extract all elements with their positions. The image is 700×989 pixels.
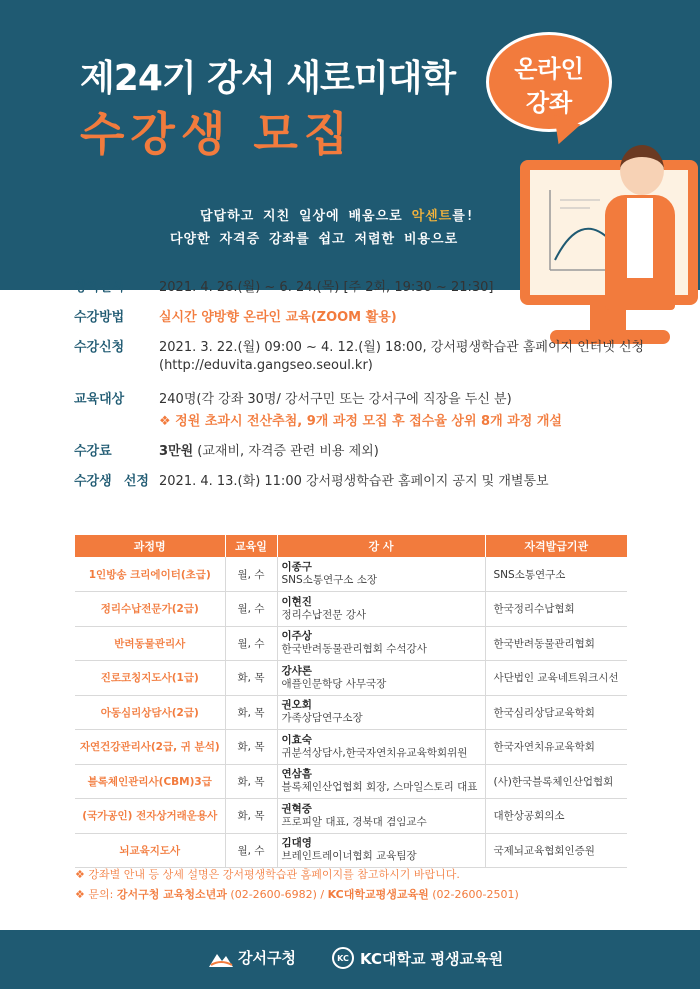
course-days: 월, 수	[225, 557, 277, 592]
bubble-line-2: 강좌	[525, 89, 573, 117]
method-value: 실시간 양방향 온라인 교육(ZOOM 활용)	[159, 310, 397, 325]
instructor-name: 이효숙	[281, 733, 312, 746]
target-note: ❖ 정원 초과시 전산추첨, 9개 과정 모집 후 접수율 상위 8개 과정 개설	[159, 414, 562, 429]
course-name: 1인방송 크리에이터(초급)	[75, 557, 225, 592]
fee-label: 수강료	[74, 444, 112, 459]
footer-bar	[0, 930, 700, 989]
course-days: 화, 목	[225, 799, 277, 834]
instructor-name: 김대영	[281, 837, 312, 850]
instructor-cell	[277, 695, 485, 730]
gangseo-logo-text: 강서구청	[238, 949, 296, 967]
online-speech-bubble	[486, 32, 612, 132]
title-line-1: 제24기 강서 새로미대학	[80, 58, 456, 99]
tagline-1: 답답하고 지친 일상에 배움으로 악센트를!	[200, 209, 475, 224]
target-label: 교육대상	[74, 392, 125, 407]
bubble-line-1: 온라인	[514, 55, 584, 83]
instructor-name: 권혁중	[281, 802, 312, 815]
issuer: 국제뇌교육협회인증원	[485, 833, 627, 868]
table-row	[75, 557, 627, 592]
method-label: 수강방법	[74, 310, 125, 325]
table-row	[75, 695, 627, 730]
instructor-name: 이종구	[281, 561, 312, 573]
issuer: (사)한국블록체인산업협회	[485, 764, 627, 799]
course-name: (국가공인) 전자상거래운용사	[75, 799, 225, 834]
issuer: 사단법인 교육네트워크시선	[485, 661, 627, 696]
select-value: 2021. 4. 13.(화) 11:00 강서평생학습관 홈페이지 공지 및 개별통보	[159, 474, 549, 489]
instructor-cell	[277, 764, 485, 799]
instructor-cell	[277, 730, 485, 765]
issuer: 한국심리상담교육학회	[485, 695, 627, 730]
title-line-2: 수강생 모집	[80, 107, 355, 161]
course-days: 화, 목	[225, 695, 277, 730]
apply-label: 수강신청	[74, 340, 125, 355]
select-label: 수강생 선정	[74, 474, 149, 489]
issuer: 한국반려동물관리협회	[485, 626, 627, 661]
table-row	[75, 592, 627, 627]
schedule-value: 2021. 4. 26.(월) ~ 6. 24.(목) [주 2회, 19:30 ~ 21:30]	[159, 280, 494, 295]
instructor-desc: 가족상담연구소장	[281, 712, 363, 725]
header-instructor: 강 사	[277, 535, 485, 557]
table-header-row	[75, 535, 627, 557]
schedule-label: 강의일시	[74, 280, 125, 295]
course-name: 뇌교육지도사	[75, 833, 225, 868]
kc-university-logo	[332, 947, 503, 969]
header-days: 교육일	[225, 535, 277, 557]
kc-emblem-icon: KC	[332, 947, 354, 969]
instructor-desc: 한국반려동물관리협회 수석강사	[281, 643, 427, 656]
instructor-desc: 브레인트레이너협회 교육팀장	[281, 850, 417, 863]
course-name: 아동심리상담사(2급)	[75, 695, 225, 730]
table-row	[75, 626, 627, 661]
instructor-cell	[277, 557, 485, 592]
table-row	[75, 764, 627, 799]
instructor-name: 이주상	[281, 630, 312, 643]
course-days: 화, 목	[225, 661, 277, 696]
instructor-cell	[277, 799, 485, 834]
course-table	[75, 535, 627, 868]
contact-2: KC대학교평생교육원	[327, 888, 429, 901]
header-course: 과정명	[75, 535, 225, 557]
fee-value: 3만원 (교재비, 자격증 관련 비용 제외)	[159, 444, 379, 459]
instructor-desc: SNS소통연구소 소장	[281, 574, 378, 586]
table-row	[75, 799, 627, 834]
instructor-desc: 프로피알 대표, 경북대 겸임교수	[281, 815, 427, 828]
apply-url: (http://eduvita.gangseo.seoul.kr)	[159, 358, 373, 373]
target-value: 240명(각 강좌 30명/ 강서구민 또는 강서구에 직장을 두신 분)	[159, 392, 512, 407]
instructor-cell	[277, 661, 485, 696]
table-row	[75, 730, 627, 765]
instructor-desc: 애플인문학당 사무국장	[281, 677, 387, 690]
course-name: 블록체인관리사(CBM)3급	[75, 764, 225, 799]
instructor-name: 강샤론	[281, 664, 312, 677]
footnote-detail: ❖ 강좌별 안내 등 상세 설명은 강서평생학습관 홈페이지를 참고하시기 바랍니다.	[75, 868, 460, 881]
contact-1: 강서구청 교육청소년과	[116, 888, 227, 901]
course-days: 월, 수	[225, 626, 277, 661]
apply-value: 2021. 3. 22.(월) 09:00 ~ 4. 12.(월) 18:00, 강서평생학습관 홈페이지 인터넷 신청	[159, 340, 645, 355]
issuer: 한국정리수납협회	[485, 592, 627, 627]
kc-logo-text: KC대학교 평생교육원	[360, 949, 504, 968]
instructor-cell	[277, 626, 485, 661]
course-name: 정리수납전문가(2급)	[75, 592, 225, 627]
course-name: 반려동물관리사	[75, 626, 225, 661]
course-name: 진로코칭지도사(1급)	[75, 661, 225, 696]
tagline-2: 다양한 자격증 강좌를 쉽고 저렴한 비용으로	[170, 232, 459, 247]
instructor-cell	[277, 592, 485, 627]
gangseo-mountain-icon	[208, 948, 234, 968]
instructor-name: 권오회	[281, 699, 312, 712]
instructor-name: 이현진	[281, 595, 312, 608]
course-days: 월, 수	[225, 592, 277, 627]
teacher-shirt-illustration	[627, 198, 653, 278]
header-issuer: 자격발급기관	[485, 535, 627, 557]
gangseo-logo	[208, 947, 296, 968]
course-days: 화, 목	[225, 730, 277, 765]
instructor-desc: 귀분석상담사,한국자연치유교육학회위원	[281, 746, 468, 759]
course-name: 자연건강관리사(2급, 귀 분석)	[75, 730, 225, 765]
bubble-tail	[545, 115, 580, 149]
instructor-desc: 정리수납전문 강사	[281, 608, 366, 621]
footnote-contact: ❖ 문의: 강서구청 교육청소년과 (02-2600-6982) / KC대학교평생교육원 (02-2600-2501)	[75, 888, 519, 901]
course-days: 월, 수	[225, 833, 277, 868]
course-days: 화, 목	[225, 764, 277, 799]
tagline-accent: 악센트	[411, 209, 453, 224]
instructor-desc: 블록체인산업협회 회장, 스마일스토리 대표	[281, 781, 478, 794]
instructor-name: 연삼흠	[281, 768, 312, 781]
issuer: 한국자연치유교육학회	[485, 730, 627, 765]
issuer: 대한상공회의소	[485, 799, 627, 834]
instructor-cell	[277, 833, 485, 868]
issuer: SNS소통연구소	[485, 557, 627, 592]
table-row	[75, 661, 627, 696]
teacher-head-illustration	[620, 145, 664, 195]
table-row	[75, 833, 627, 868]
